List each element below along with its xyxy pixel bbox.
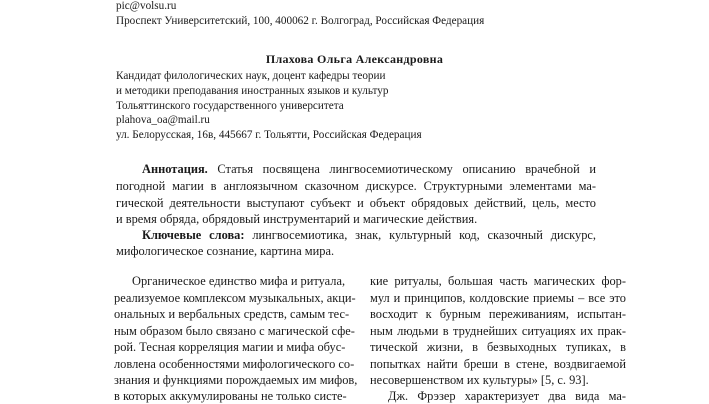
body-left-line-7: знания и функциями порождаемых им мифов, (114, 373, 358, 387)
body-right-line-7: несовершенством их культуры» [5, с. 93]. (370, 373, 589, 387)
author-department: и методики преподавания иностранных языков и культур (116, 85, 389, 97)
body-left-line-5: рой. Тесная корреляция магии и мифа обус- (114, 340, 346, 354)
body-left-line-3: ональных и вербальных средств, самым тес- (114, 307, 350, 321)
abstract-line-2: погодной магии в англоязычном сказочном дискурсе. Структурными элементами ма- (116, 179, 596, 193)
body-left-line-2: реализуемое комплексом музыкальных, акци- (114, 291, 356, 305)
previous-author-email: pic@volsu.ru (116, 0, 177, 12)
body-right-line-2: мул и принципов, колдовские приемы – все это (370, 291, 626, 305)
body-left-line-4: ным образом было связано с магической сфе- (114, 324, 355, 338)
body-left-line-1: Органическое единство мифа и ритуала, (132, 274, 346, 288)
body-right-line-3: восходит к бурным переживаниям, испытан- (370, 307, 626, 321)
previous-author-address: Проспект Университетский, 100, 400062 г. Волгоград, Российская Федерация (116, 15, 485, 27)
keywords-line-2: мифологическое сознание, картина мира. (116, 244, 335, 258)
keywords-line-1: Ключевые слова: лингвосемиотика, знак, культурный код, сказочный дискурс, (142, 228, 597, 242)
body-right-line-4: ным людьми в труднейших ситуациях их прак- (370, 324, 626, 338)
author-address: ул. Белорусская, 16в, 445667 г. Тольятти, Российская Федерация (116, 129, 422, 141)
author-name: Плахова Ольга Александровна (265, 52, 444, 66)
abstract-line-1: Аннотация. Статья посвящена лингвосемиотическому описанию врачебной и (142, 162, 596, 176)
body-right-line-1: кие ритуалы, большая часть магических фор- (370, 274, 626, 288)
author-position: Кандидат филологических наук, доцент кафедры теории (116, 70, 386, 82)
body-left-line-8: в которых аккумулированы не только систе- (114, 389, 347, 403)
abstract-label: Аннотация. (142, 162, 208, 176)
body-right-line-6: попытках найти бреши в стене, воздвигаемой (370, 357, 626, 371)
body-right-line-8: Дж. Фрэзер характеризует два вида ма- (388, 389, 626, 403)
author-university: Тольяттинского государственного университета (116, 100, 344, 112)
author-email: plahova_oa@mail.ru (116, 114, 210, 126)
body-left-line-6: ловлена особенностями мифологического со- (114, 357, 355, 371)
body-right-line-5: тической жизни, в безвыходных тупиках, в (370, 340, 626, 354)
abstract-line-4: и время обряда, обрядовый инструментарий и магические действия. (116, 212, 478, 226)
abstract-line-3: гической деятельности выступают субъект и объект обрядовых действий, цель, место (116, 196, 596, 210)
keywords-label: Ключевые слова: (142, 228, 245, 242)
